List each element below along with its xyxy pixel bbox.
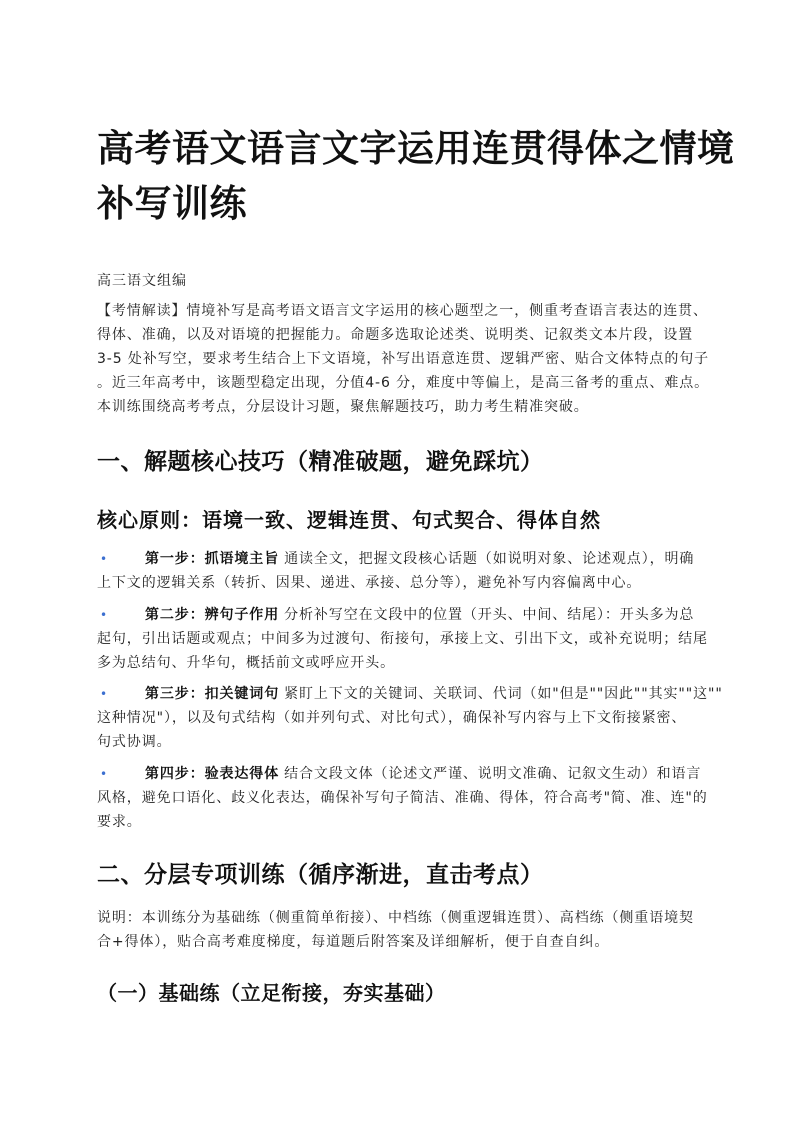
intro-line: 【考情解读】情境补写是高考语文语言文字运用的核心题型之一，侧重考查语言表达的连贯、 [97,303,708,319]
author-line: 高三语文组编 [97,273,187,289]
step-3-line: 句式协调。 [97,734,172,750]
step-4-first-line [97,762,708,786]
document-title [97,121,735,231]
step-4-label: 第四步：验表达得体 [145,766,280,782]
title-line: 补写训练 [97,182,247,225]
intro-paragraph [97,299,709,419]
step-4-text: 结合文段文体（论述文严谨、说明文准确、记叙文生动）和语言 [284,766,702,782]
step-3-text: 紧盯上下文的关键词、关联词、代词（如"但是""因此""其实""这"" [284,686,723,702]
step-2-item [97,603,708,675]
intro-line: 3-5 处补写空，要求考生结合上下文语境，补写出语意连贯、逻辑严密、贴合文体特点的句子 [97,351,710,367]
step-3-first-line [97,682,723,706]
step-3-line: 这种情况"），以及句式结构（如并列句式、对比句式），确保补写内容与上下文衔接紧密、 [97,710,687,726]
step-1-line: 上下文的逻辑关系（转折、因果、递进、承接、总分等），避免补写内容偏离中心。 [97,575,642,591]
title-line: 高考语文语言文字运用连贯得体之情境 [97,127,735,170]
step-1-label: 第一步：抓语境主旨 [145,551,280,567]
note-line: 说明：本训练分为基础练（侧重简单衔接）、中档练（侧重逻辑连贯）、高档练（侧重语境契 [97,910,694,926]
section-2-note [97,906,694,954]
section-1-heading: 一、解题核心技巧（精准破题，避免踩坑） [97,449,544,475]
step-2-line: 多为总结句、升华句，概括前文或呼应开头。 [97,655,395,671]
note-line: 合+得体），贴合高考难度梯度，每道题后附答案及详细解析，便于自查自纠。 [97,934,610,950]
step-2-label: 第二步：辨句子作用 [145,607,280,623]
step-4-line: 风格，避免口语化、歧义化表达，确保补写句子简洁、准确、得体，符合高考"简、准、连"的 [97,790,708,806]
bullet-icon: • [100,767,108,781]
step-4-item [97,762,708,834]
bullet-icon: • [100,687,108,701]
step-1-first-line [97,547,694,571]
intro-line: 本训练围绕高考考点，分层设计习题，聚焦解题技巧，助力考生精准突破。 [97,399,589,415]
basic-practice-subheading: （一）基础练（立足衔接，夯实基础） [97,981,446,1005]
step-2-text: 分析补写空在文段中的位置（开头、中间、结尾）：开头多为总 [284,607,695,623]
intro-line: 得体、准确，以及对语境的把握能力。命题多选取论述类、说明类、记叙类文本片段，设置 [97,327,693,343]
step-1-item [97,547,694,595]
bullet-icon: • [100,552,108,566]
intro-line: 。近三年高考中，该题型稳定出现，分值4-6 分，难度中等偏上，是高三备考的重点、难点。 [97,375,710,391]
step-4-line: 要求。 [97,814,142,830]
bullet-icon: • [100,608,108,622]
step-3-label: 第三步：扣关键词句 [145,686,280,702]
step-2-first-line [97,603,708,627]
core-principle-heading: 核心原则：语境一致、逻辑连贯、句式契合、得体自然 [97,508,601,532]
step-3-item [97,682,723,754]
section-2-heading: 二、分层专项训练（循序渐进，直击考点） [97,862,544,888]
step-2-line: 起句，引出话题或观点；中间多为过渡句、衔接句，承接上文、引出下文，或补充说明；结尾 [97,631,708,647]
step-1-text: 通读全文，把握文段核心话题（如说明对象、论述观点），明确 [284,551,695,567]
